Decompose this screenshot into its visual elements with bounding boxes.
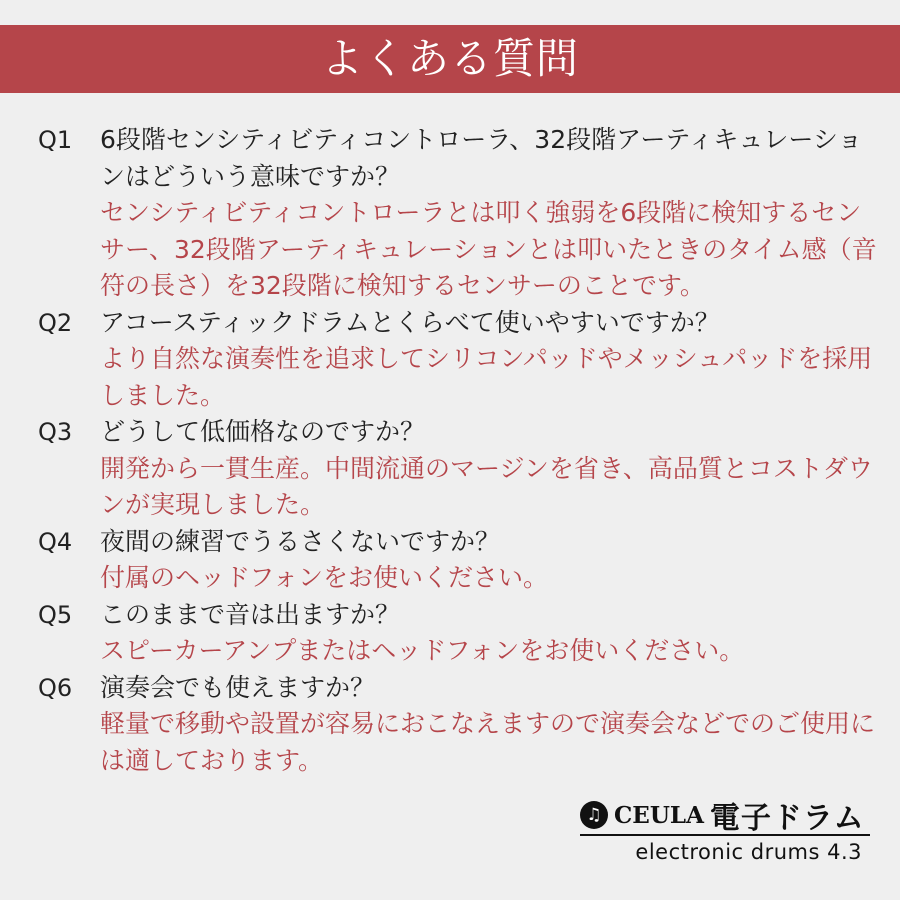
brand-row <box>580 796 865 834</box>
question-text: このままで音は出ますか？ <box>100 599 401 629</box>
page-title: よくある質問 <box>320 34 579 83</box>
faq-body <box>100 597 878 670</box>
question-number: Q3 <box>38 418 73 446</box>
answer-text: 開発から一貫生産。中間流通のマージンを省き、高品質とコストダウンが実現しました。 <box>100 453 873 519</box>
question-number: Q6 <box>38 673 73 702</box>
question-number: Q2 <box>38 308 73 337</box>
faq-item-q4 <box>38 524 878 597</box>
music-note-icon: ♫ <box>580 801 608 829</box>
question-text: 6段階センシティビティコントローラ、32段階アーティキュレーションはどういう意味ですか？ <box>100 125 863 191</box>
question-number: Q5 <box>38 600 73 629</box>
faq-body <box>100 524 878 597</box>
question-text: どうして低価格なのですか？ <box>100 417 426 446</box>
faq-item-q2 <box>38 305 878 415</box>
brand-japanese-name: 電子ドラム <box>709 801 865 836</box>
brand-logo <box>580 796 870 876</box>
question-text: 演奏会でも使えますか？ <box>100 672 376 702</box>
faq-item-q3 <box>38 414 878 524</box>
brand-name: CEULA <box>614 801 704 829</box>
answer-text: センシティビティコントローラとは叩く強弱を6段階に検知するセンサー、32段階アーティキュレーションとは叩いたときのタイム感（音符の長さ）を32段階に検知するセンサーのことです。 <box>100 198 877 300</box>
answer-text: スピーカーアンプまたはヘッドフォンをお使いください。 <box>100 636 745 665</box>
header-banner <box>0 25 900 93</box>
question-text: 夜間の練習でうるさくないですか？ <box>100 526 501 556</box>
faq-list <box>38 122 878 779</box>
faq-item-q1 <box>38 122 878 305</box>
answer-text: より自然な演奏性を追求してシリコンパッドやメッシュパッドを採用しました。 <box>100 344 873 410</box>
question-text: アコースティックドラムとくらべて使いやすいですか？ <box>100 307 720 337</box>
faq-body <box>100 122 878 305</box>
brand-divider <box>580 834 870 836</box>
question-number: Q4 <box>38 527 73 556</box>
faq-body <box>100 305 878 415</box>
question-number: Q1 <box>38 126 73 154</box>
faq-item-q6 <box>38 670 878 780</box>
faq-body <box>100 414 878 524</box>
brand-subtitle: electronic drums 4.3 <box>635 840 862 864</box>
faq-item-q5 <box>38 597 878 670</box>
faq-body <box>100 670 878 780</box>
answer-text: 軽量で移動や設置が容易におこなえますので演奏会などでのご使用には適しております。 <box>100 709 876 775</box>
answer-text: 付属のヘッドフォンをお使いください。 <box>100 563 549 592</box>
